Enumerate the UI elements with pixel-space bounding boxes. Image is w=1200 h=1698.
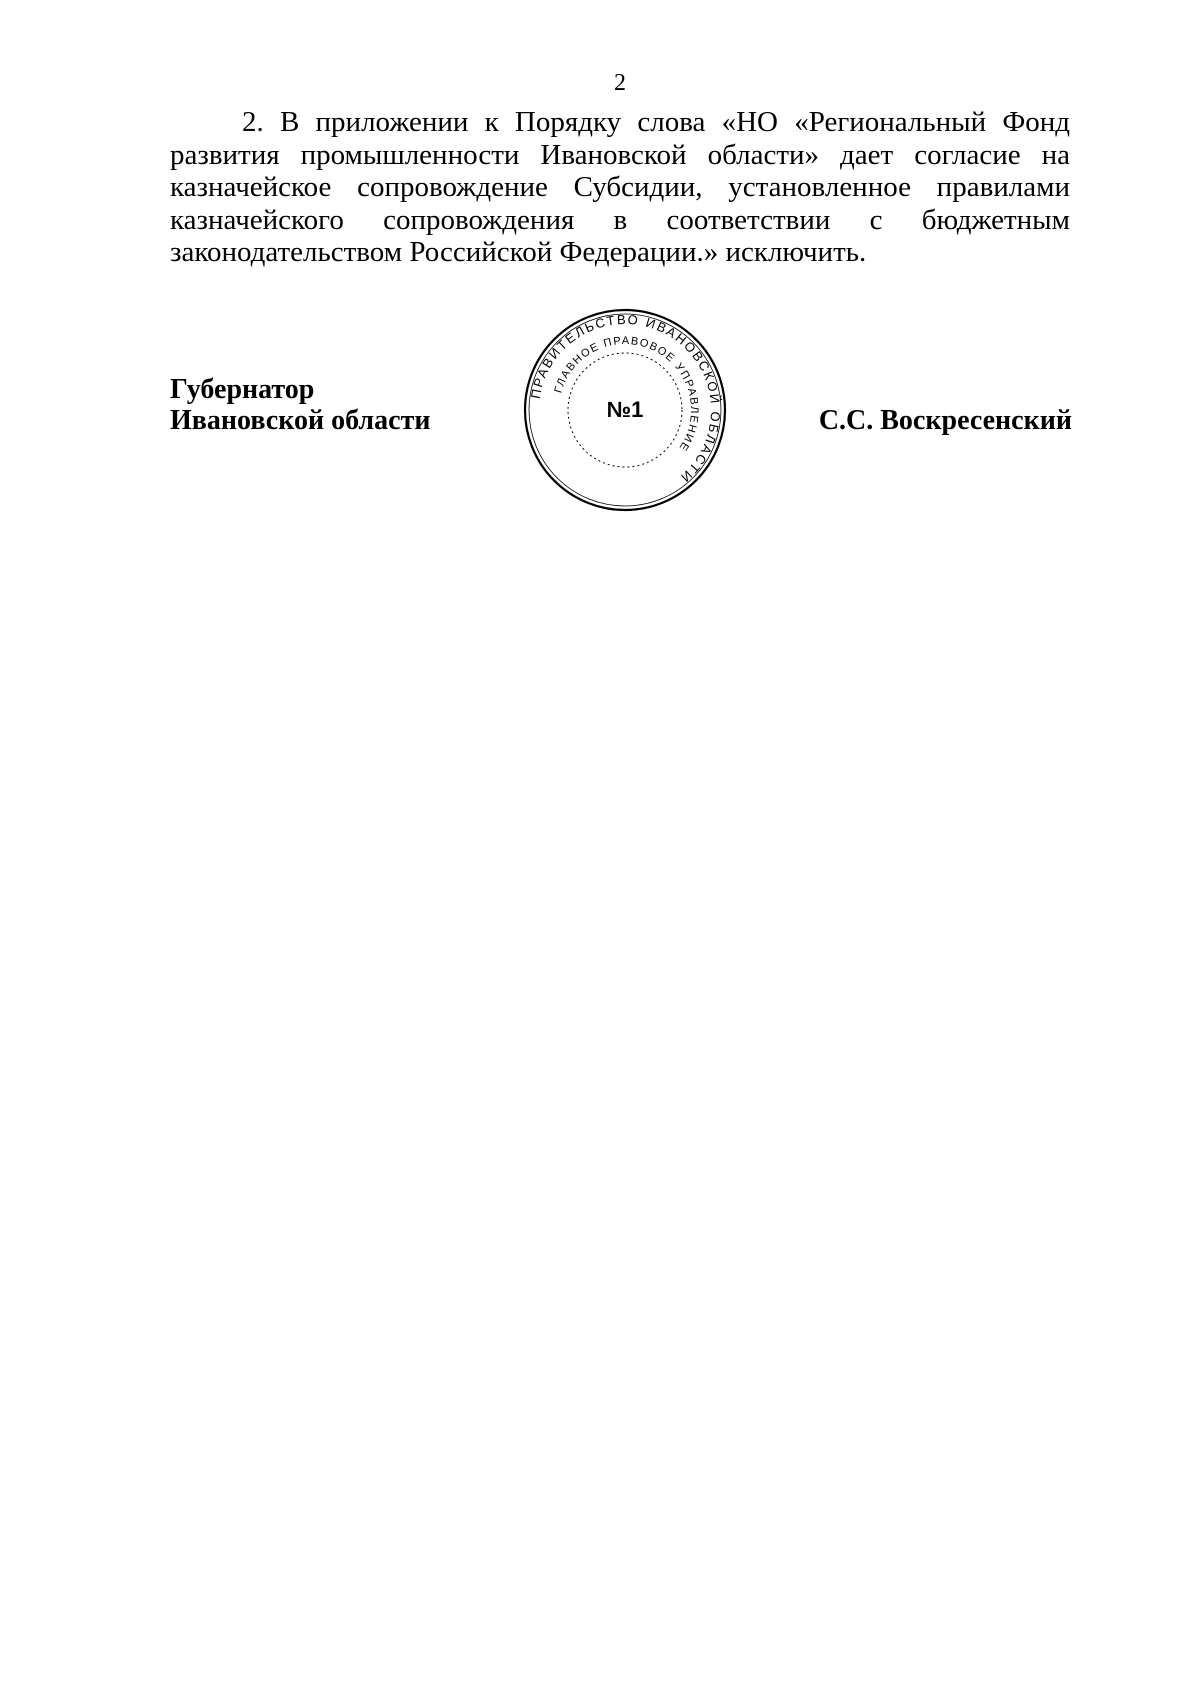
page-number: 2: [614, 70, 626, 96]
signature-title: [170, 374, 430, 436]
stamp-number: №1: [606, 397, 644, 422]
signature-title-line2: Ивановской области: [170, 405, 431, 436]
stamp-outer-text: ПРАВИТЕЛЬСТВО ИВАНОВСКОЙ ОБЛАСТИ: [527, 311, 724, 487]
signature-title-line1: Губернатор: [170, 374, 315, 405]
body-paragraph: 2. В приложении к Порядку слова «НО «Региональный Фонд развития промышленности Ивановской области» дает согласие на казначейское сопровождение Субсидии, установленное правилами казначейского сопровождения в соответствии с бюджетным законодательством Российской Федерации.» исключить.: [170, 106, 1070, 268]
official-stamp: [520, 305, 730, 515]
signature-name: С.С. Воскресенский: [818, 405, 1072, 436]
stamp-seal-icon: [520, 305, 730, 515]
stamp-inner-text: ГЛАВНОЕ ПРАВОВОЕ УПРАВЛЕНИЕ: [552, 334, 701, 454]
